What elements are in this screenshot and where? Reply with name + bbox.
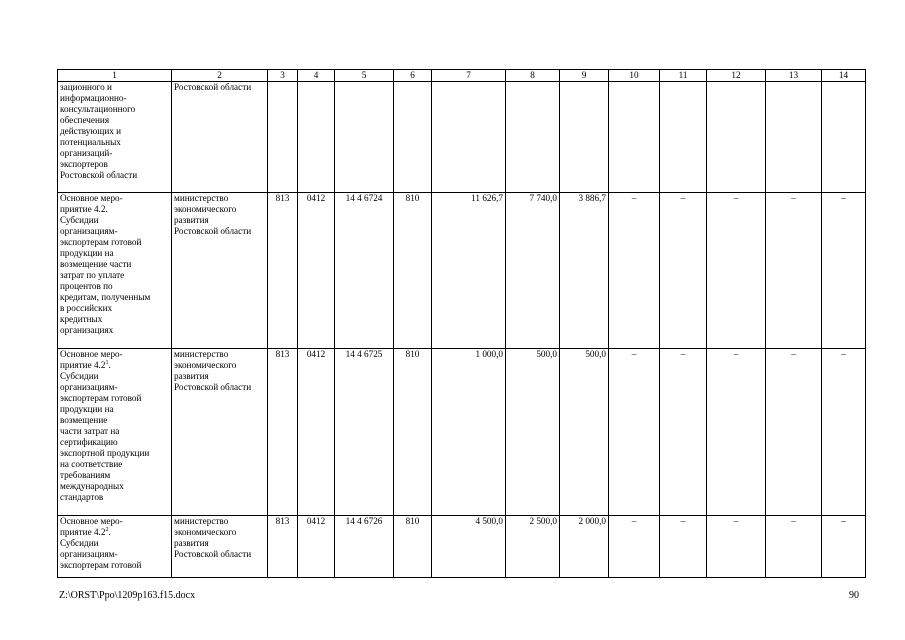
year-value-cell: – (707, 516, 766, 578)
year-value-cell: 7 740,0 (506, 193, 560, 349)
executor-cell: министерство экономического развития Ростовской области (172, 193, 268, 349)
col-header: 4 (298, 70, 335, 82)
grbs-cell: 813 (268, 516, 298, 578)
budget-table (57, 69, 866, 578)
col-header: 3 (268, 70, 298, 82)
document-file-path: Z:\ORST\Ppo\1209p163.f15.docx (59, 590, 196, 601)
year-value-cell (506, 82, 560, 193)
executor-cell: министерство экономического развития Ростовской области (172, 349, 268, 516)
col-header: 6 (394, 70, 432, 82)
col-header: 7 (432, 70, 506, 82)
col-header: 14 (822, 70, 866, 82)
rzpr-cell: 0412 (298, 349, 335, 516)
csr-cell (335, 82, 394, 193)
activity-name-cell (58, 349, 172, 516)
activity-name-text: . Субсидии организациям- экспортерам готовой (60, 527, 142, 570)
footnote-mark: 1 (105, 359, 109, 366)
year-value-cell: – (609, 193, 660, 349)
col-header: 2 (172, 70, 268, 82)
executor-cell: министерство экономического развития Ростовской области (172, 516, 268, 578)
vr-cell: 810 (394, 349, 432, 516)
year-value-cell (822, 82, 866, 193)
rzpr-cell: 0412 (298, 516, 335, 578)
year-value-cell (660, 82, 707, 193)
csr-cell: 14 4 6724 (335, 193, 394, 349)
year-value-cell: – (766, 193, 822, 349)
total-cell: 11 626,7 (432, 193, 506, 349)
activity-name-text: Основное меро- приятие 4.2 (60, 349, 123, 370)
vr-cell: 810 (394, 193, 432, 349)
grbs-cell (268, 82, 298, 193)
activity-name-cell (58, 516, 172, 578)
rzpr-cell (298, 82, 335, 193)
table-row (58, 82, 866, 193)
year-value-cell: – (660, 516, 707, 578)
activity-name-text: . Субсидии организациям- экспортерам готовой продукции на возмещение части затрат на сертификацию экспортной продукции на соответствие требованиям международных стандартов (60, 360, 150, 502)
year-value-cell: – (609, 349, 660, 516)
rzpr-cell: 0412 (298, 193, 335, 349)
year-value-cell (609, 82, 660, 193)
table-row (58, 349, 866, 516)
year-value-cell: 500,0 (560, 349, 609, 516)
year-value-cell: 500,0 (506, 349, 560, 516)
executor-cell: Ростовской области (172, 82, 268, 193)
year-value-cell: 3 886,7 (560, 193, 609, 349)
vr-cell: 810 (394, 516, 432, 578)
footnote-mark: 2 (105, 526, 109, 533)
year-value-cell: – (707, 349, 766, 516)
activity-name-text: Основное меро- приятие 4.2 (60, 516, 123, 537)
col-header: 5 (335, 70, 394, 82)
grbs-cell: 813 (268, 349, 298, 516)
csr-cell: 14 4 6725 (335, 349, 394, 516)
col-header: 12 (707, 70, 766, 82)
year-value-cell: – (822, 516, 866, 578)
total-cell: 1 000,0 (432, 349, 506, 516)
table-row (58, 193, 866, 349)
year-value-cell: – (660, 349, 707, 516)
vr-cell (394, 82, 432, 193)
year-value-cell (766, 82, 822, 193)
year-value-cell: – (707, 193, 766, 349)
year-value-cell: – (609, 516, 660, 578)
year-value-cell: – (822, 349, 866, 516)
year-value-cell: – (822, 193, 866, 349)
col-header: 1 (58, 70, 172, 82)
total-cell (432, 82, 506, 193)
col-header: 13 (766, 70, 822, 82)
activity-name-cell: зационного и информационно- консультационного обеспечения действующих и потенциальных организаций- экспортеров Ростовской области (58, 82, 172, 193)
col-header: 11 (660, 70, 707, 82)
col-header: 9 (560, 70, 609, 82)
year-value-cell: – (766, 349, 822, 516)
column-number-row (58, 70, 866, 82)
col-header: 8 (506, 70, 560, 82)
activity-name-cell: Основное меро- приятие 4.2. Субсидии организациям- экспортерам готовой продукции на возмещение части затрат по уплате процентов по кредитам, полученным в российских кредитных организациях (58, 193, 172, 349)
year-value-cell (707, 82, 766, 193)
year-value-cell: 2 500,0 (506, 516, 560, 578)
year-value-cell: – (660, 193, 707, 349)
year-value-cell (560, 82, 609, 193)
csr-cell: 14 4 6726 (335, 516, 394, 578)
grbs-cell: 813 (268, 193, 298, 349)
page-number: 90 (849, 590, 859, 601)
year-value-cell: 2 000,0 (560, 516, 609, 578)
year-value-cell: – (766, 516, 822, 578)
table-row (58, 516, 866, 578)
total-cell: 4 500,0 (432, 516, 506, 578)
col-header: 10 (609, 70, 660, 82)
